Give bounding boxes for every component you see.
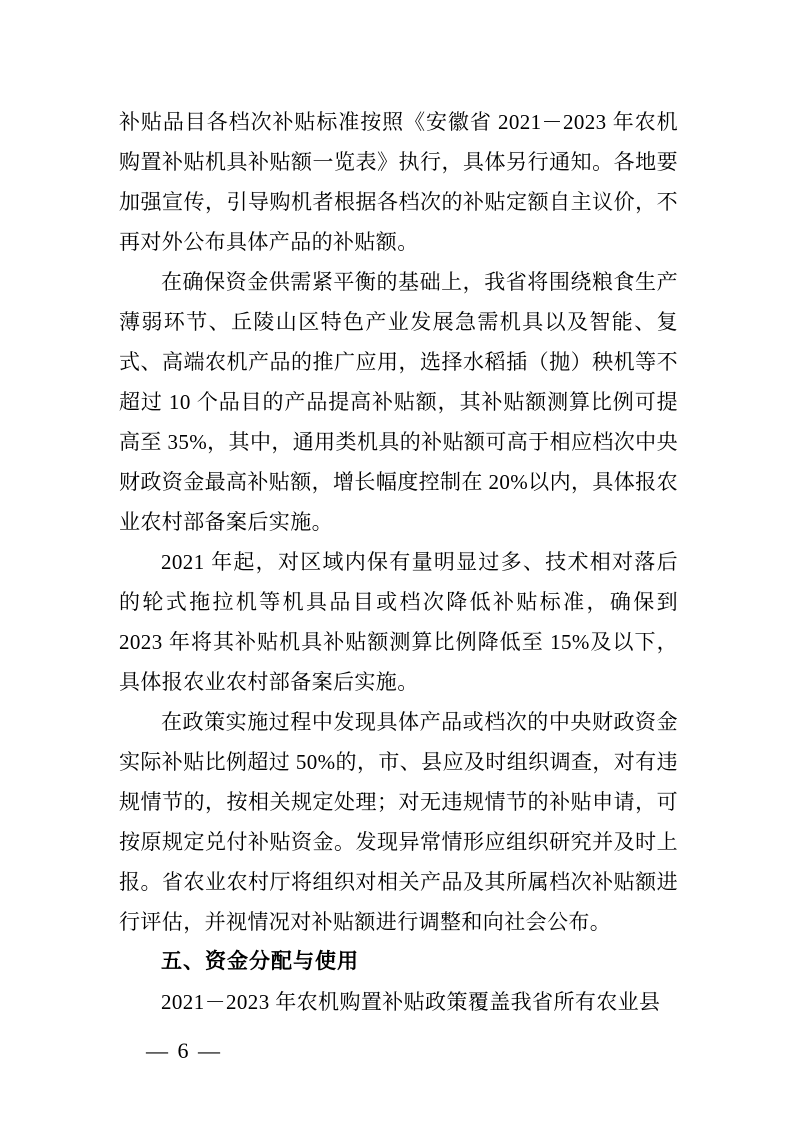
paragraph-continuation: 补贴品目各档次补贴标准按照《安徽省 2021－2023 年农机购置补贴机具补贴额一览表》执行，具体另行通知。各地要加强宣传，引导购机者根据各档次的补贴定额自主议价，不再对外公布具体产品的补贴额。 <box>119 110 678 254</box>
page-number: — 6 — <box>146 1038 222 1063</box>
paragraph-funding-balance: 在确保资金供需紧平衡的基础上，我省将围绕粮食生产薄弱环节、丘陵山区特色产业发展急需机具以及智能、复式、高端农机产品的推广应用，选择水稻插（抛）秧机等不超过 10 个品目的产品提高补贴额，其补贴额测算比例可提高至 35%，其中，通用类机具的补贴额可高于相应档次中央财政资金最高补贴额，增长幅度控制在 20%以内，具体报农业农村部备案后实施。 <box>119 270 678 534</box>
paragraph-subsidy-reduction: 2021 年起，对区域内保有量明显过多、技术相对落后的轮式拖拉机等机具品目或档次降低补贴标准，确保到 2023 年将其补贴机具补贴额测算比例降低至 15%及以下，具体报农业农村部备案后实施。 <box>119 550 678 694</box>
paragraph-fund-allocation: 2021－2023 年农机购置补贴政策覆盖我省所有农业县 <box>161 990 661 1014</box>
section-heading: 五、资金分配与使用 <box>161 950 359 973</box>
document-body <box>119 102 678 1022</box>
paragraph-policy-implementation: 在政策实施过程中发现具体产品或档次的中央财政资金实际补贴比例超过 50%的，市、县应及时组织调查，对有违规情节的，按相关规定处理；对无违规情节的补贴申请，可按原规定兑付补贴资金。发现异常情形应组织研究并及时上报。省农业农村厅将组织对相关产品及其所属档次补贴额进行评估，并视情况对补贴额进行调整和向社会公布。 <box>119 710 678 934</box>
